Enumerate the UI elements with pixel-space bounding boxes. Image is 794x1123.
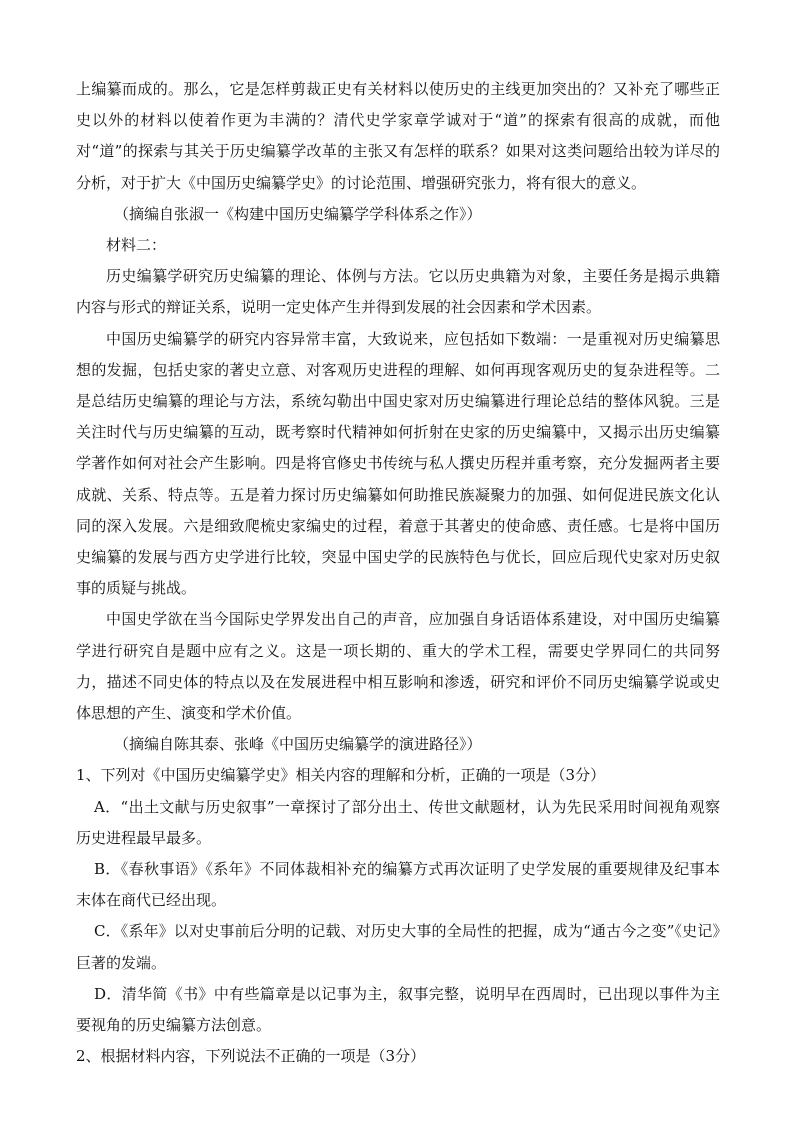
paragraph-intro: 上编纂而成的。那么，它是怎样剪裁正史有关材料以使历史的主线更加突出的？又补充了哪些正史以外的材料以使着作更为丰满的？清代史学家章学诚对于“道”的探索有很高的成就，而他对“道”的探索与其关于历史编纂学改革的主张又有怎样的联系？如果对这类问题给出较为详尽的分析，对于扩大《中国历史编纂学史》的讨论范围、增强研究张力，将有很大的意义。 bbox=[76, 80, 720, 192]
paragraph-material-2-2: 中国历史编纂学的研究内容异常丰富，大致说来，应包括如下数端：一是重视对历史编纂思想的发掘，包括史家的著史立意、对客观历史进程的理解、如何再现客观历史的复杂进程等。二是总结历史编纂的理论与方法，系统勾勒出中国史家对历史编纂进行理论总结的整体风貌。三是关注时代与历史编纂的互动，既考察时代精神如何折射在史家的历史编纂中，又揭示出历史编纂学著作如何对社会产生影响。四是将官修史书传统与私人撰史历程并重考察，充分发掘两者主要成就、关系、特点等。五是着力探讨历史编纂如何助推民族凝聚力的加强、如何促进民族文化认同的深入发展。六是细致爬梳史家编史的过程，着意于其著史的使命感、责任感。七是将中国历史编纂的发展与西方史学进行比较，突显中国史学的民族特色与优长，回应后现代史家对历史叙事的质疑与挑战。 bbox=[76, 329, 720, 598]
document-page bbox=[76, 74, 720, 1073]
paragraph-material-2-1: 历史编纂学研究历史编纂的理论、体例与方法。它以历史典籍为对象，主要任务是揭示典籍内容与形式的辩证关系，说明一定史体产生并得到发展的社会因素和学术因素。 bbox=[76, 267, 720, 317]
source-citation-1: （摘编自张淑一《构建中国历史编纂学学科体系之作》） bbox=[114, 204, 482, 223]
question-1-stem: 1、下列对《中国历史编纂学史》相关内容的理解和分析，正确的一项是（3分） bbox=[76, 766, 606, 785]
source-citation-2: （摘编自陈其泰、张峰《中国历史编纂学的演进路径》） bbox=[114, 735, 482, 754]
question-1-option-c: C．《系年》以对史事前后分明的记载、对历史大事的全局性的把握，成为“通古今之变”《史记》巨著的发端。 bbox=[76, 922, 720, 972]
question-1-option-d: D．清华简《书》中有些篇章是以记事为主，叙事完整，说明早在西周时，已出现以事件为主要视角的历史编纂方法创意。 bbox=[76, 984, 720, 1035]
question-1-option-b: B．《春秋事语》《系年》不同体裁相补充的编纂方式再次证明了史学发展的重要规律及纪事本末体在商代已经出现。 bbox=[76, 860, 720, 910]
material-2-label: 材料二： bbox=[106, 236, 167, 255]
paragraph-material-2-3: 中国史学欲在当今国际史学界发出自己的声音，应加强自身话语体系建设，对中国历史编纂学进行研究自是题中应有之义。这是一项长期的、重大的学术工程，需要史学界同仁的共同努力，描述不同史体的特点以及在发展进程中相互影响和渗透，研究和评价不同历史编纂学说或史体思想的产生、演变和学术价值。 bbox=[76, 610, 720, 723]
question-2-stem: 2、根据材料内容，下列说法不正确的一项是（3分） bbox=[76, 1047, 426, 1066]
question-1-option-a: A．“出土文献与历史叙事”一章探讨了部分出土、传世文献题材，认为先民采用时间视角观察历史进程最早最多。 bbox=[76, 797, 720, 847]
